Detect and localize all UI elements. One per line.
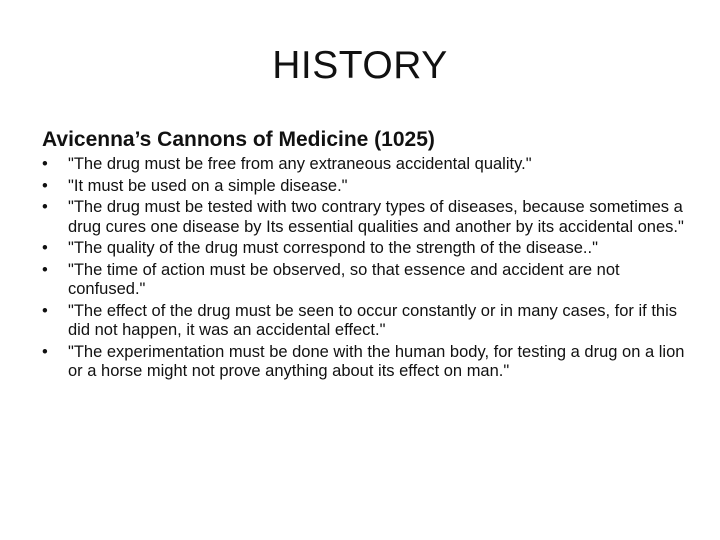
bullet-list	[42, 155, 692, 384]
list-item	[42, 343, 692, 381]
list-item	[42, 239, 692, 258]
list-item	[42, 155, 692, 174]
bullet-text: "The experimentation must be done with the human body, for testing a drug on a lion or a horse might not prove anything about its effect on man."	[68, 342, 685, 381]
bullet-icon: •	[42, 155, 48, 173]
bullet-text: "The time of action must be observed, so that essence and accident are not confused."	[68, 261, 620, 299]
bullet-text: "The effect of the drug must be seen to occur constantly or in many cases, for if this did not happen, it was an accidental effect."	[68, 301, 678, 340]
bullet-icon: •	[42, 198, 48, 217]
slide-subtitle: Avicenna’s Cannons of Medicine (1025)	[42, 128, 435, 151]
bullet-text: "The drug must be free from any extraneous accidental quality."	[68, 155, 532, 173]
list-item	[42, 261, 692, 299]
bullet-icon: •	[42, 342, 48, 361]
list-item	[42, 302, 692, 340]
bullet-text: "The drug must be tested with two contrary types of diseases, because sometimes a drug cures one disease by Its essential qualities and another by its accidental ones."	[68, 198, 684, 236]
bullet-text: "It must be used on a simple disease."	[68, 176, 348, 195]
bullet-text: "The quality of the drug must correspond to the strength of the disease.."	[68, 239, 598, 258]
list-item	[42, 177, 692, 196]
slide-title: HISTORY	[272, 44, 448, 87]
bullet-icon: •	[42, 239, 48, 258]
list-item	[42, 198, 692, 236]
bullet-icon: •	[42, 176, 48, 195]
bullet-icon: •	[42, 261, 48, 280]
bullet-icon: •	[42, 301, 48, 320]
